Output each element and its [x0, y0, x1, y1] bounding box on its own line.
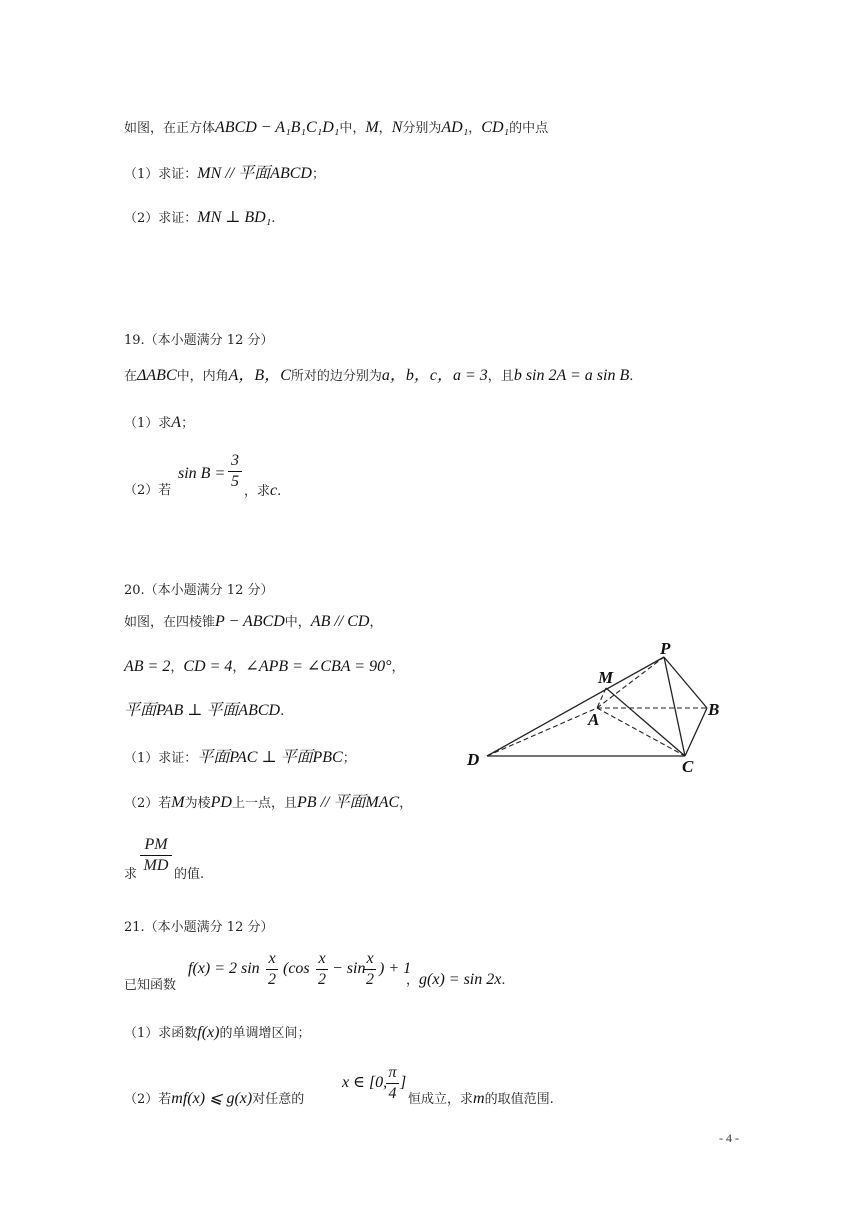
q21-f-definition: f(x) = 2 sin	[188, 960, 260, 977]
label-M: M	[598, 668, 614, 687]
q20-part1: （1）求证：平面PAC ⊥ 平面PBC；	[124, 749, 356, 766]
q21-g-definition: ，g(x) = sin 2x.	[406, 971, 506, 988]
q19-header: 19.（本小题满分 12 分）	[124, 333, 274, 348]
edge-PD	[487, 657, 664, 756]
edge-DA	[487, 708, 600, 756]
q21-stem-label: 已知函数	[124, 978, 177, 993]
q20-ask: 求	[124, 867, 138, 882]
edge-MA	[597, 688, 606, 708]
q18-stem: 如图，在正方体ABCD − A₁B₁C₁D₁中，M，N分别为AD₁，CD₁的中点	[124, 119, 549, 136]
q19-part2-tail: ，求c.	[244, 482, 282, 499]
q21-pi-fraction: π 4	[386, 1064, 399, 1103]
q20-header: 20.（本小题满分 12 分）	[124, 583, 274, 598]
q21-domain: x ∈ [0,	[342, 1074, 388, 1091]
q20-part2: （2）若M为棱PD上一点，且PB // 平面MAC，	[124, 794, 413, 811]
edge-AC	[597, 708, 685, 756]
q21-part2: （2）若mf(x) ⩽ g(x)对任意的	[124, 1090, 305, 1107]
label-D: D	[467, 750, 480, 769]
q20-plane-condition: 平面PAB ⊥ 平面ABCD.	[124, 702, 285, 719]
q21-part2-tail: 恒成立，求m的取值范围.	[408, 1090, 554, 1107]
label-C: C	[682, 757, 694, 776]
q21-part1: （1）求函数f(x)的单调增区间；	[124, 1024, 311, 1041]
q19-stem: 在ΔABC中，内角A，B，C所对的边分别为a，b，c，a = 3，且b sin 2A = a sin B.	[124, 367, 634, 384]
q21-frac-3: x 2	[366, 950, 374, 988]
label-A: A	[588, 710, 600, 729]
q20-stem: 如图，在四棱锥P − ABCD中，AB // CD，	[124, 613, 383, 630]
edge-PB	[664, 657, 707, 708]
label-B: B	[708, 700, 720, 719]
q19-fraction: 3 5	[228, 452, 242, 491]
q18-cube: ABCD − A₁B₁C₁D₁	[215, 119, 340, 136]
q20-ratio-fraction: PM MD	[140, 836, 172, 875]
q18-part1: （1）求证：MN // 平面ABCD；	[124, 165, 325, 182]
q20-ask-tail: 的值.	[174, 867, 205, 882]
q19-part1: （1）求A；	[124, 414, 195, 431]
q21-frac-2: x 2	[318, 950, 326, 988]
q19-part2-label: （2）若	[124, 483, 172, 498]
pyramid-figure	[460, 635, 730, 780]
page-number: - 4 -	[719, 1131, 739, 1145]
q21-frac-1: x 2	[268, 950, 276, 988]
q21-header: 21.（本小题满分 12 分）	[124, 920, 274, 935]
label-P: P	[660, 639, 671, 658]
q19-sinb: sin B =	[178, 465, 226, 482]
edge-BC	[685, 708, 707, 756]
q20-conditions: AB = 2，CD = 4，∠APB = ∠CBA = 90°，	[124, 658, 405, 675]
q18-part2: （2）求证：MN ⊥ BD₁.	[124, 209, 276, 226]
